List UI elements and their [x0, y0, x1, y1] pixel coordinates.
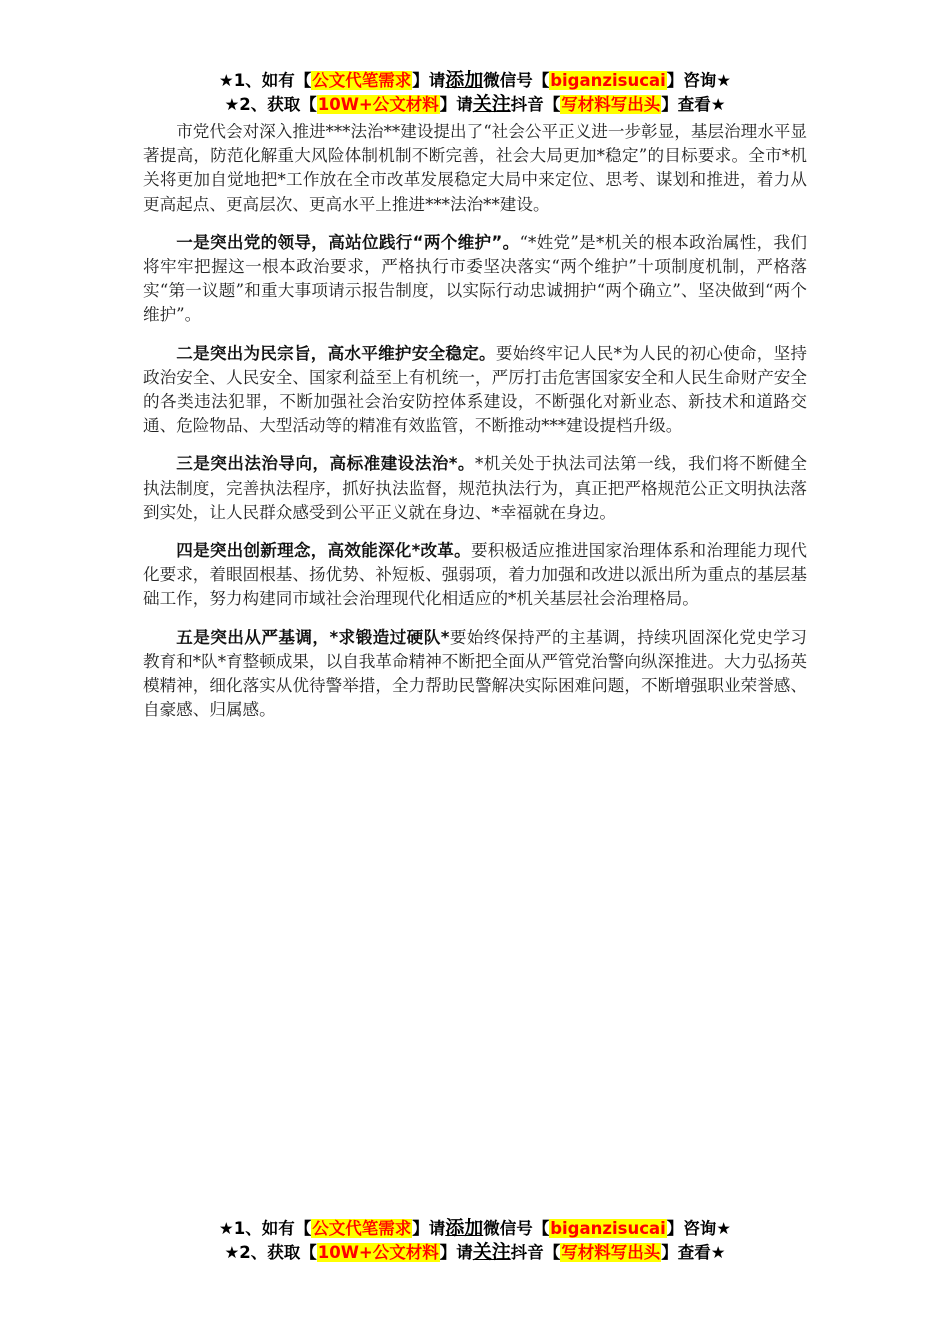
point-paragraph-1 [143, 231, 807, 328]
point-text: 要积极适应推进国家治理体系和治理能力现代化要求，着眼固根基、扬优势、补短板、强弱项，着力加强和改进以派出所为重点的基层基础工作，努力构建同市域社会治理现代化相适应的*机关基层社会治理格局。 [143, 541, 807, 609]
point-heading: 五是突出从严基调，*求锻造过硬队* [176, 627, 450, 647]
footer-banner [0, 1216, 950, 1264]
banner-text: 】请 [439, 95, 473, 114]
banner-text: ★2、获取【 [224, 95, 317, 114]
banner-text: ★1、如有【 [218, 1219, 312, 1238]
banner-text: 微信号【 [483, 71, 550, 90]
document-body [143, 120, 807, 736]
banner-text: 】请 [439, 1243, 473, 1262]
banner-text: 】查看★ [661, 1243, 726, 1262]
point-paragraph-2 [143, 342, 807, 439]
point-heading: 二是突出为民宗旨，高水平维护安全稳定。 [176, 343, 496, 363]
highlight-douyin-account: 写材料写出头 [561, 95, 661, 114]
banner-line-2 [0, 1240, 950, 1264]
banner-line-1 [0, 1216, 950, 1240]
point-text: “*姓党”是*机关的根本政治属性，我们将牢牢把握这一根本政治要求，严格执行市委坚决落实“两个维护”十项制度机制，严格落实“第一议题”和重大事项请示报告制度，以实际行动忠诚拥护“两个确立”、坚决做到“两个维护”。 [143, 232, 807, 325]
intro-paragraph: 市党代会对深入推进***法治**建设提出了“社会公平正义进一步彰显，基层治理水平显著提高，防范化解重大风险体制机制不断完善，社会大局更加*稳定”的目标要求。全市*机关将更加自觉地把*工作放在全市改革发展稳定大局中来定位、思考、谋划和推进，着力从更高起点、更高层次、更高水平上推进***法治**建设。 [143, 122, 807, 214]
banner-text: 】请 [412, 1219, 446, 1238]
banner-text: 】咨询★ [666, 71, 732, 90]
highlight-service: 公文代笔需求 [312, 1219, 412, 1238]
header-banner [0, 68, 950, 116]
point-heading: 四是突出创新理念，高效能深化*改革。 [176, 541, 471, 561]
underlined-add: 添加 [445, 1217, 484, 1239]
banner-text: 抖音【 [510, 95, 561, 114]
point-text: *机关处于执法司法第一线，我们将不断健全执法制度，完善执法程序，抓好执法监督，规范执法行为，真正把严格规范公正文明执法落到实处，让人民群众感受到公平正义就在身边、*幸福就在身边。 [143, 454, 807, 522]
banner-text: 微信号【 [483, 1219, 550, 1238]
highlight-wechat-id: biganzisucai [550, 71, 666, 90]
highlight-materials: 10W+公文材料 [317, 1243, 439, 1262]
banner-text: 】咨询★ [666, 1219, 732, 1238]
point-paragraph-3 [143, 452, 807, 525]
banner-text: 】查看★ [661, 95, 726, 114]
point-paragraph-4 [143, 539, 807, 612]
point-text: 要始终保持严的主基调，持续巩固深化党史学习教育和*队*育整顿成果，以自我革命精神不断把全面从严管党治警向纵深推进。大力弘扬英模精神，细化落实从优待警举措，全力帮助民警解决实际困难问题，不断增强职业荣誉感、自豪感、归属感。 [143, 627, 807, 720]
highlight-service: 公文代笔需求 [312, 71, 412, 90]
highlight-douyin-account: 写材料写出头 [561, 1243, 661, 1262]
banner-text: ★1、如有【 [218, 71, 312, 90]
banner-text: 抖音【 [510, 1243, 561, 1262]
point-heading: 三是突出法治导向，高标准建设法治*。 [176, 454, 475, 474]
underlined-follow: 关注 [472, 1241, 511, 1263]
point-paragraph-5 [143, 626, 807, 723]
highlight-wechat-id: biganzisucai [550, 1219, 666, 1238]
underlined-add: 添加 [445, 69, 484, 91]
banner-line-1 [0, 68, 950, 92]
banner-text: 】请 [412, 71, 446, 90]
banner-line-2 [0, 92, 950, 116]
point-text: 要始终牢记人民*为人民的初心使命，坚持政治安全、人民安全、国家利益至上有机统一，严厉打击危害国家安全和人民生命财产安全的各类违法犯罪，不断加强社会治安防控体系建设，不断强化对新业态、新技术和道路交通、危险物品、大型活动等的精准有效监管，不断推动***建设提档升级。 [143, 343, 808, 436]
banner-text: ★2、获取【 [224, 1243, 317, 1262]
underlined-follow: 关注 [472, 93, 511, 115]
highlight-materials: 10W+公文材料 [317, 95, 439, 114]
point-heading: 一是突出党的领导，高站位践行“两个维护”。 [176, 232, 520, 252]
